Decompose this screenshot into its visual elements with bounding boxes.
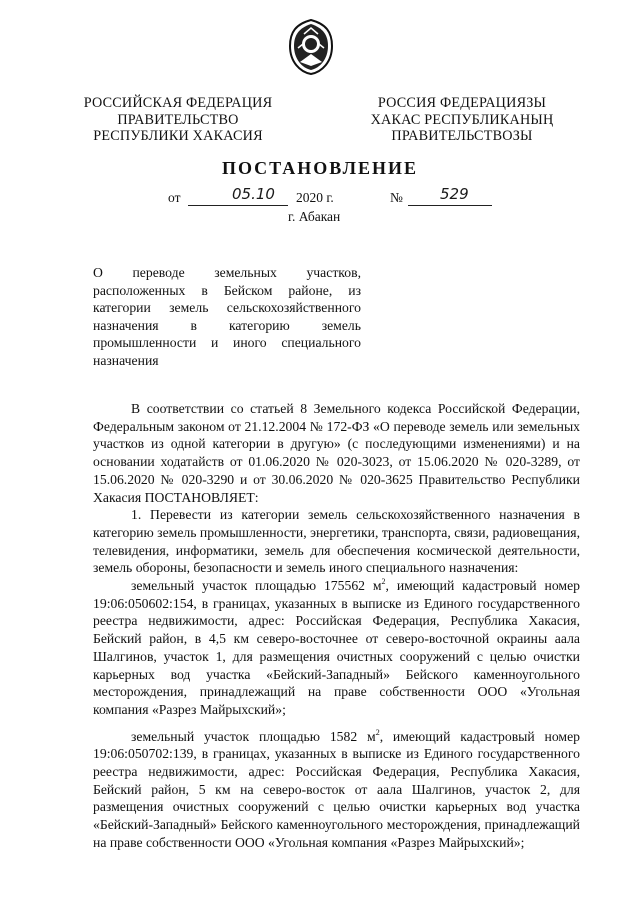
header-left-line-2: ПРАВИТЕЛЬСТВО	[117, 111, 239, 128]
header-right	[362, 95, 562, 145]
document-body	[93, 400, 580, 852]
date-handwritten: 05.10	[232, 185, 275, 203]
header-right-line-2: ХАКАС РЕСПУБЛИКАНЫҢ	[370, 111, 554, 128]
paragraph-land-plot-1	[93, 577, 580, 719]
date-underline	[188, 205, 288, 206]
number-label: №	[390, 190, 403, 205]
paragraph-land-plot-2	[93, 728, 580, 852]
coat-of-arms-emblem	[286, 18, 336, 76]
subject-line: назначения в категорию земель	[93, 317, 361, 333]
land-plot-2-text-start: земельный участок площадью 1582 м	[131, 728, 376, 744]
subject-line: промышленности и иного специального	[93, 335, 361, 350]
city-label: г. Абакан	[288, 209, 341, 224]
subject-line: расположенных в Бейском районе, из	[93, 282, 361, 298]
header-right-line-1: РОССИЯ ФЕДЕРАЦИЯЗЫ	[377, 95, 547, 111]
paragraph-item-1: 1. Перевести из категории земель сельскохозяйственного назначения в категорию земель промышленности, энергетики, транспорта, связи, радиовещания, телевидения, информатики, земель для обеспечения космической деятельности, земель обороны, безопасности и земель иного специального назначения:	[93, 507, 580, 576]
land-plot-2-text-end: , имеющий кадастровый номер 19:06:050702:139, в границах, указанных в выписке из Единого государственного реестра недвижимости, адрес: Российская Федерация, Республика Хакасия, Бейский район, 5 км на северо-восток от аала Шалгинов, участок 2, для размещения очистных сооружений с целью очистки карьерных вод участка «Бейский-Западный» Бейского каменноугольного месторождения, принадлежащий на праве собственности ООО «Угольная компания «Разрез Майрыхский»;	[93, 728, 580, 850]
header-left	[78, 95, 278, 145]
number-handwritten: 529	[440, 185, 469, 203]
superscript-2: 2	[381, 577, 386, 587]
subject-line: назначения	[93, 352, 159, 368]
header-left-line-3: РЕСПУБЛИКИ ХАКАСИЯ	[93, 128, 263, 144]
superscript-2: 2	[375, 727, 380, 737]
number-underline	[408, 205, 492, 206]
land-plot-1-text-start: земельный участок площадью 175562 м	[131, 578, 382, 594]
date-prefix: от	[168, 190, 181, 205]
subject-line: категории земель сельскохозяйственного	[93, 300, 361, 315]
header-right-line-3: ПРАВИТЕЛЬСТВОЗЫ	[391, 128, 533, 144]
subject-line: О переводе земельных участков,	[93, 265, 361, 280]
document-subject	[93, 264, 361, 369]
header-left-line-1: РОССИЙСКАЯ ФЕДЕРАЦИЯ	[83, 95, 273, 111]
date-year: 2020 г.	[296, 190, 334, 205]
document-title: ПОСТАНОВЛЕНИЕ	[221, 158, 419, 178]
paragraph-preamble: В соответствии со статьей 8 Земельного кодекса Российской Федерации, Федеральным законом от 21.12.2004 № 172-ФЗ «О переводе земель или земельных участков из одной категории в другую» (с последующими изменениями) и на основании ходатайств от 01.06.2020 № 020-3023, от 15.06.2020 № 020-3289, от 15.06.2020 № 020-3290 и от 30.06.2020 № 020-3625 Правительство Республики Хакасия ПОСТАНОВЛЯЕТ:	[93, 401, 580, 505]
land-plot-1-text-end: , имеющий кадастровый номер 19:06:050602:154, в границах, указанных в выписке из Единого государственного реестра недвижимости, адрес: Российская Федерация, Республика Хакасия, Бейский район, в 4,5 км северо-восточнее от северо-восточной окраины аала Шалгинов, участок 1, для размещения очистных сооружений с целью очистки карьерных вод участка «Бейский-Западный» Бейского каменноугольного месторождения, принадлежащий на праве собственности ООО «Угольная компания «Разрез Майрыхский»;	[93, 578, 580, 717]
